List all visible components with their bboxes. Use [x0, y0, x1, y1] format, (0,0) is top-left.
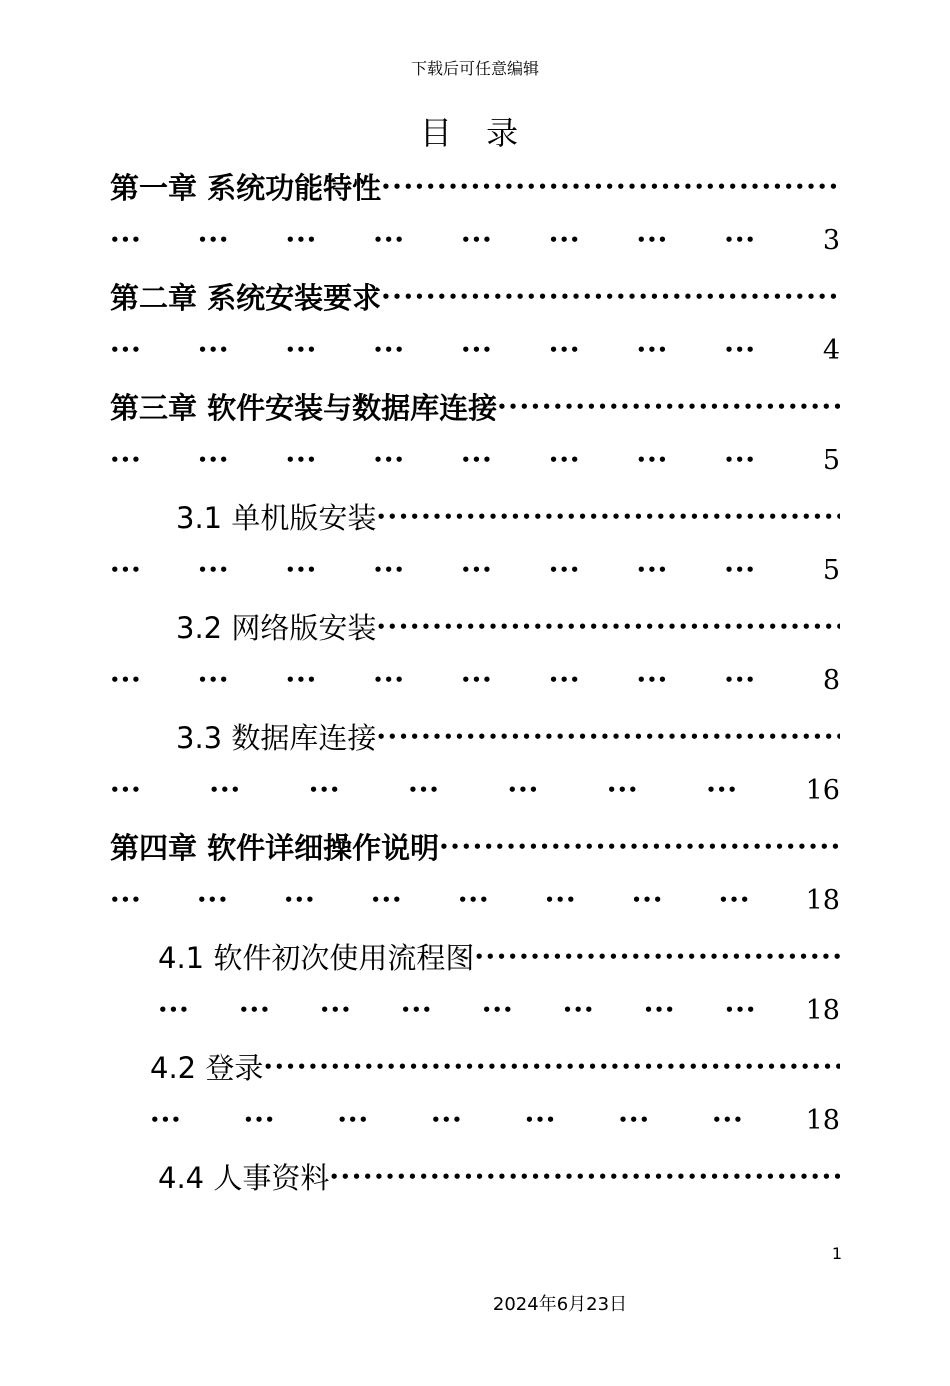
toc-entry-label: 4.2 登录 — [150, 1050, 264, 1085]
toc-entry-label: 3.3 数据库连接 — [176, 720, 377, 755]
toc-entry-label: 第四章 软件详细操作说明 — [110, 830, 440, 865]
toc-page-number: 18 — [805, 1104, 840, 1136]
toc-entry-section-4-1[interactable] — [158, 936, 840, 976]
toc-page-number: 5 — [822, 444, 840, 476]
toc-leader — [381, 276, 840, 316]
toc-continuation: ••• ••• ••• ••• ••• ••• ••• ••• 5 — [110, 554, 840, 586]
toc-leader — [263, 1046, 840, 1086]
toc-entry-label: 3.2 网络版安装 — [176, 610, 377, 645]
toc-leader — [497, 386, 840, 426]
toc-leader — [474, 936, 840, 976]
toc-continuation: ••• ••• ••• ••• ••• ••• ••• ••• 18 — [158, 994, 840, 1026]
toc-page-number: 8 — [822, 664, 840, 696]
toc-entry-label: 3.1 单机版安装 — [176, 500, 377, 535]
toc-continuation: ••• ••• ••• ••• ••• ••• ••• 18 — [150, 1104, 840, 1136]
toc-entry-label: 第二章 系统安装要求 — [110, 280, 382, 315]
toc-leader — [381, 166, 840, 206]
toc-page-number: 3 — [822, 224, 840, 256]
toc-continuation: ••• ••• ••• ••• ••• ••• ••• ••• 8 — [110, 664, 840, 696]
toc-page-number: 4 — [822, 334, 840, 366]
toc-entry-label: 第一章 系统功能特性 — [110, 170, 382, 205]
footer-date: 2024年6月23日 — [492, 1294, 628, 1315]
toc-entry-section-4-2[interactable] — [150, 1046, 840, 1086]
toc-continuation: ••• ••• ••• ••• ••• ••• ••• ••• 4 — [110, 334, 840, 366]
page-title: 目 录 — [419, 114, 531, 152]
toc-entry-label: 第三章 软件安装与数据库连接 — [110, 390, 498, 425]
toc-entry-chapter-2[interactable] — [110, 276, 840, 316]
toc-leader — [329, 1156, 840, 1196]
toc-entry-chapter-4[interactable] — [110, 826, 840, 866]
toc-entry-section-3-3[interactable] — [176, 716, 840, 756]
toc-continuation: ••• ••• ••• ••• ••• ••• ••• 16 — [110, 774, 840, 806]
toc-leader — [376, 606, 840, 646]
toc-entry-section-3-2[interactable] — [176, 606, 840, 646]
toc-leader — [439, 826, 840, 866]
toc-entry-section-4-4[interactable] — [158, 1156, 840, 1196]
page-header: 下载后可任意编辑 — [410, 59, 539, 78]
toc-page-number: 18 — [805, 884, 840, 916]
toc-leader — [376, 716, 840, 756]
page-number: 1 — [831, 1244, 842, 1263]
toc-entry-chapter-1[interactable] — [110, 166, 840, 206]
toc-entry-label: 4.1 软件初次使用流程图 — [158, 940, 475, 975]
toc-entry-chapter-3[interactable] — [110, 386, 840, 426]
toc-page-number: 16 — [805, 774, 840, 806]
toc-leader — [376, 496, 840, 536]
toc-continuation: ••• ••• ••• ••• ••• ••• ••• ••• 5 — [110, 444, 840, 476]
toc-entry-section-3-1[interactable] — [176, 496, 840, 536]
toc-entry-label: 4.4 人事资料 — [158, 1160, 330, 1195]
toc-page-number: 5 — [822, 554, 840, 586]
toc-continuation: ••• ••• ••• ••• ••• ••• ••• ••• 18 — [110, 884, 840, 916]
toc-continuation: ••• ••• ••• ••• ••• ••• ••• ••• 3 — [110, 224, 840, 256]
toc-page-number: 18 — [805, 994, 840, 1026]
